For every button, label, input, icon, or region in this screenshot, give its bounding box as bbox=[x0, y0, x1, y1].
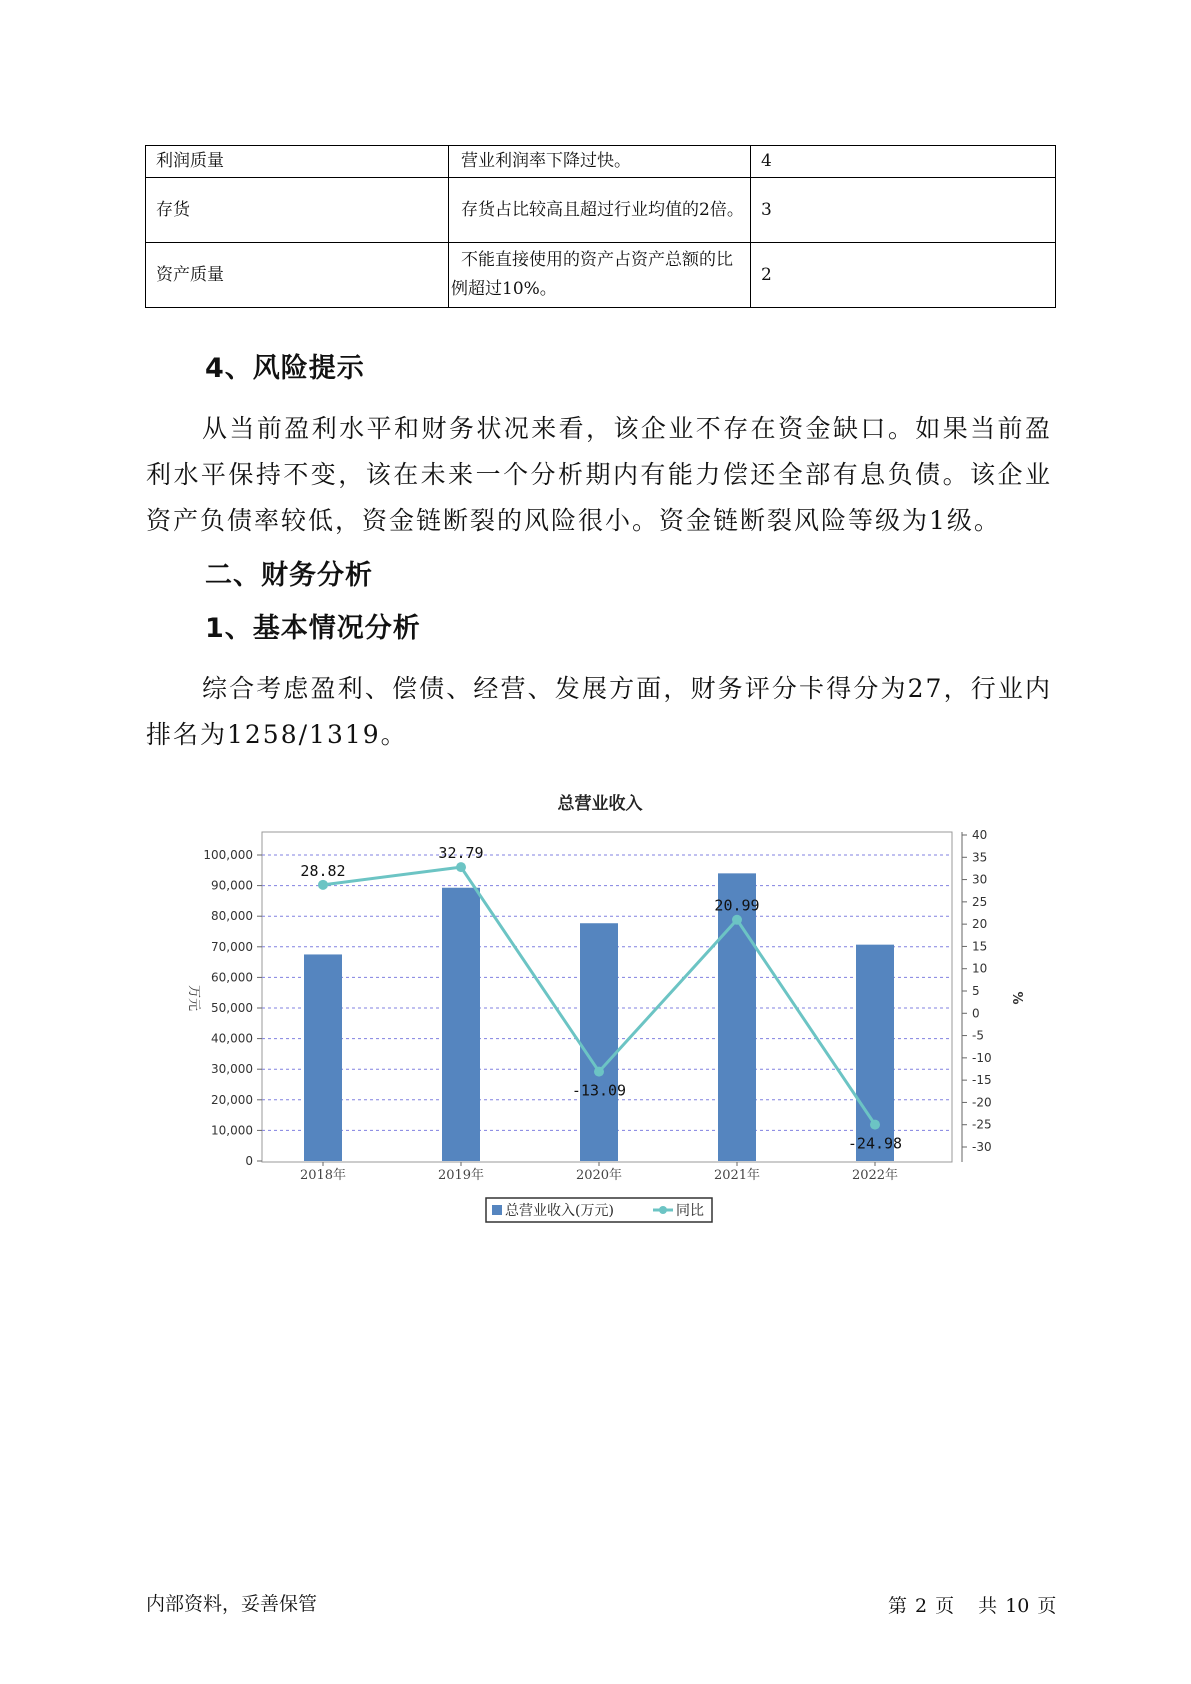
y-tick-label: 60,000 bbox=[211, 970, 253, 985]
y2-tick-label: 15 bbox=[972, 939, 988, 954]
table-row bbox=[146, 178, 1056, 243]
basic-paragraph: 综合考虑盈利、偿债、经营、发展方面，财务评分卡得分为27，行业内排名为1258/1319。 bbox=[146, 674, 1052, 749]
y2-tick-label: 35 bbox=[972, 850, 988, 865]
legend-swatch-revenue bbox=[492, 1205, 502, 1215]
y2-tick-label: -15 bbox=[972, 1073, 992, 1088]
page-number: 2 bbox=[915, 1595, 928, 1617]
table-row bbox=[146, 146, 1056, 178]
y2-tick-label: -5 bbox=[972, 1028, 984, 1043]
y2-tick-label: 25 bbox=[972, 894, 988, 909]
description-text: 存货占比较高且超过行业均值的2倍。 bbox=[461, 199, 744, 220]
yoy-point bbox=[318, 880, 328, 890]
legend-label-yoy: 同比 bbox=[676, 1203, 704, 1219]
table-cell-level: 2 bbox=[751, 243, 1056, 308]
legend-label-revenue: 总营业收入(万元) bbox=[505, 1203, 614, 1219]
y2-tick-label: -20 bbox=[972, 1095, 992, 1110]
y2-tick-label: -25 bbox=[972, 1117, 992, 1132]
table-row bbox=[146, 243, 1056, 308]
table-cell-level: 4 bbox=[751, 146, 1056, 178]
data-label: -13.09 bbox=[571, 1081, 627, 1100]
y-tick-label: 100,000 bbox=[203, 848, 253, 862]
y2-tick-label: 30 bbox=[972, 872, 988, 887]
x-tick-label: 2021年 bbox=[713, 1168, 761, 1183]
data-label: 20.99 bbox=[714, 896, 760, 915]
y2-tick-label: -10 bbox=[972, 1050, 992, 1065]
bar bbox=[304, 954, 342, 1161]
y2-tick-label: 40 bbox=[972, 828, 988, 842]
y2-tick-label: -30 bbox=[972, 1140, 992, 1154]
table-cell-item: 资产质量 bbox=[146, 243, 449, 308]
y2-tick-label: 5 bbox=[972, 984, 980, 998]
data-label: 32.79 bbox=[438, 844, 484, 863]
bar bbox=[580, 923, 618, 1161]
y-axis-label: 万元 bbox=[186, 984, 201, 1012]
y-tick-label: 20,000 bbox=[211, 1092, 253, 1107]
yoy-point bbox=[732, 915, 742, 925]
bar bbox=[442, 888, 480, 1161]
yoy-point bbox=[594, 1067, 604, 1077]
y-tick-label: 90,000 bbox=[211, 878, 253, 893]
yoy-point bbox=[870, 1120, 880, 1130]
x-tick-label: 2020年 bbox=[575, 1168, 623, 1183]
table-cell-item: 存货 bbox=[146, 178, 449, 243]
risk-paragraph: 从当前盈利水平和财务状况来看，该企业不存在资金缺口。如果当前盈利水平保持不变，该在未来一个分析期内有能力偿还全部有息负债。该企业资产负债率较低，资金链断裂的风险很小。资金链断裂风险等级为1级。 bbox=[146, 414, 1052, 535]
table-cell-description bbox=[449, 178, 751, 243]
y2-tick-label: 0 bbox=[972, 1006, 980, 1021]
y2-tick-label: 20 bbox=[972, 917, 988, 932]
x-tick-label: 2018年 bbox=[299, 1168, 347, 1183]
page-unit: 页 bbox=[935, 1595, 955, 1617]
y2-axis-label: % bbox=[1009, 991, 1024, 1005]
y-tick-label: 0 bbox=[245, 1154, 253, 1168]
table-cell-level: 3 bbox=[751, 178, 1056, 243]
y2-tick-label: 10 bbox=[972, 961, 988, 976]
total-unit: 页 bbox=[1037, 1595, 1057, 1617]
x-tick-label: 2019年 bbox=[437, 1168, 485, 1183]
data-label: 28.82 bbox=[300, 861, 346, 880]
y-tick-label: 70,000 bbox=[211, 939, 253, 954]
footer-page-number bbox=[884, 1591, 1060, 1618]
total-prefix: 共 bbox=[978, 1595, 998, 1617]
description-text: 不能直接使用的资产占资产总额的比例超过10%。 bbox=[451, 250, 733, 299]
footer-confidential-note: 内部资料，妥善保管 bbox=[146, 1593, 318, 1615]
revenue-chart bbox=[0, 780, 1191, 1250]
data-label: -24.98 bbox=[847, 1134, 903, 1153]
y-tick-label: 40,000 bbox=[211, 1031, 253, 1046]
y-tick-label: 50,000 bbox=[211, 1001, 253, 1015]
y-tick-label: 80,000 bbox=[211, 909, 253, 924]
legend-swatch-yoy-dot bbox=[659, 1206, 667, 1214]
y-tick-label: 30,000 bbox=[211, 1062, 253, 1077]
table-cell-item: 利润质量 bbox=[146, 146, 449, 178]
table-cell-description bbox=[449, 243, 751, 308]
yoy-point bbox=[456, 862, 466, 872]
section-heading-basic: 1、基本情况分析 bbox=[205, 613, 421, 644]
section-heading-risk: 4、风险提示 bbox=[205, 353, 365, 384]
section-heading-finance: 二、财务分析 bbox=[205, 560, 373, 591]
table-cell-description bbox=[449, 146, 751, 178]
risk-table bbox=[145, 145, 1056, 308]
description-text: 营业利润率下降过快。 bbox=[461, 151, 631, 171]
total-pages: 10 bbox=[1005, 1595, 1030, 1617]
page-prefix: 第 bbox=[888, 1595, 908, 1617]
x-tick-label: 2022年 bbox=[851, 1168, 899, 1183]
y-tick-label: 10,000 bbox=[211, 1123, 253, 1138]
chart-title: 总营业收入 bbox=[557, 794, 643, 814]
